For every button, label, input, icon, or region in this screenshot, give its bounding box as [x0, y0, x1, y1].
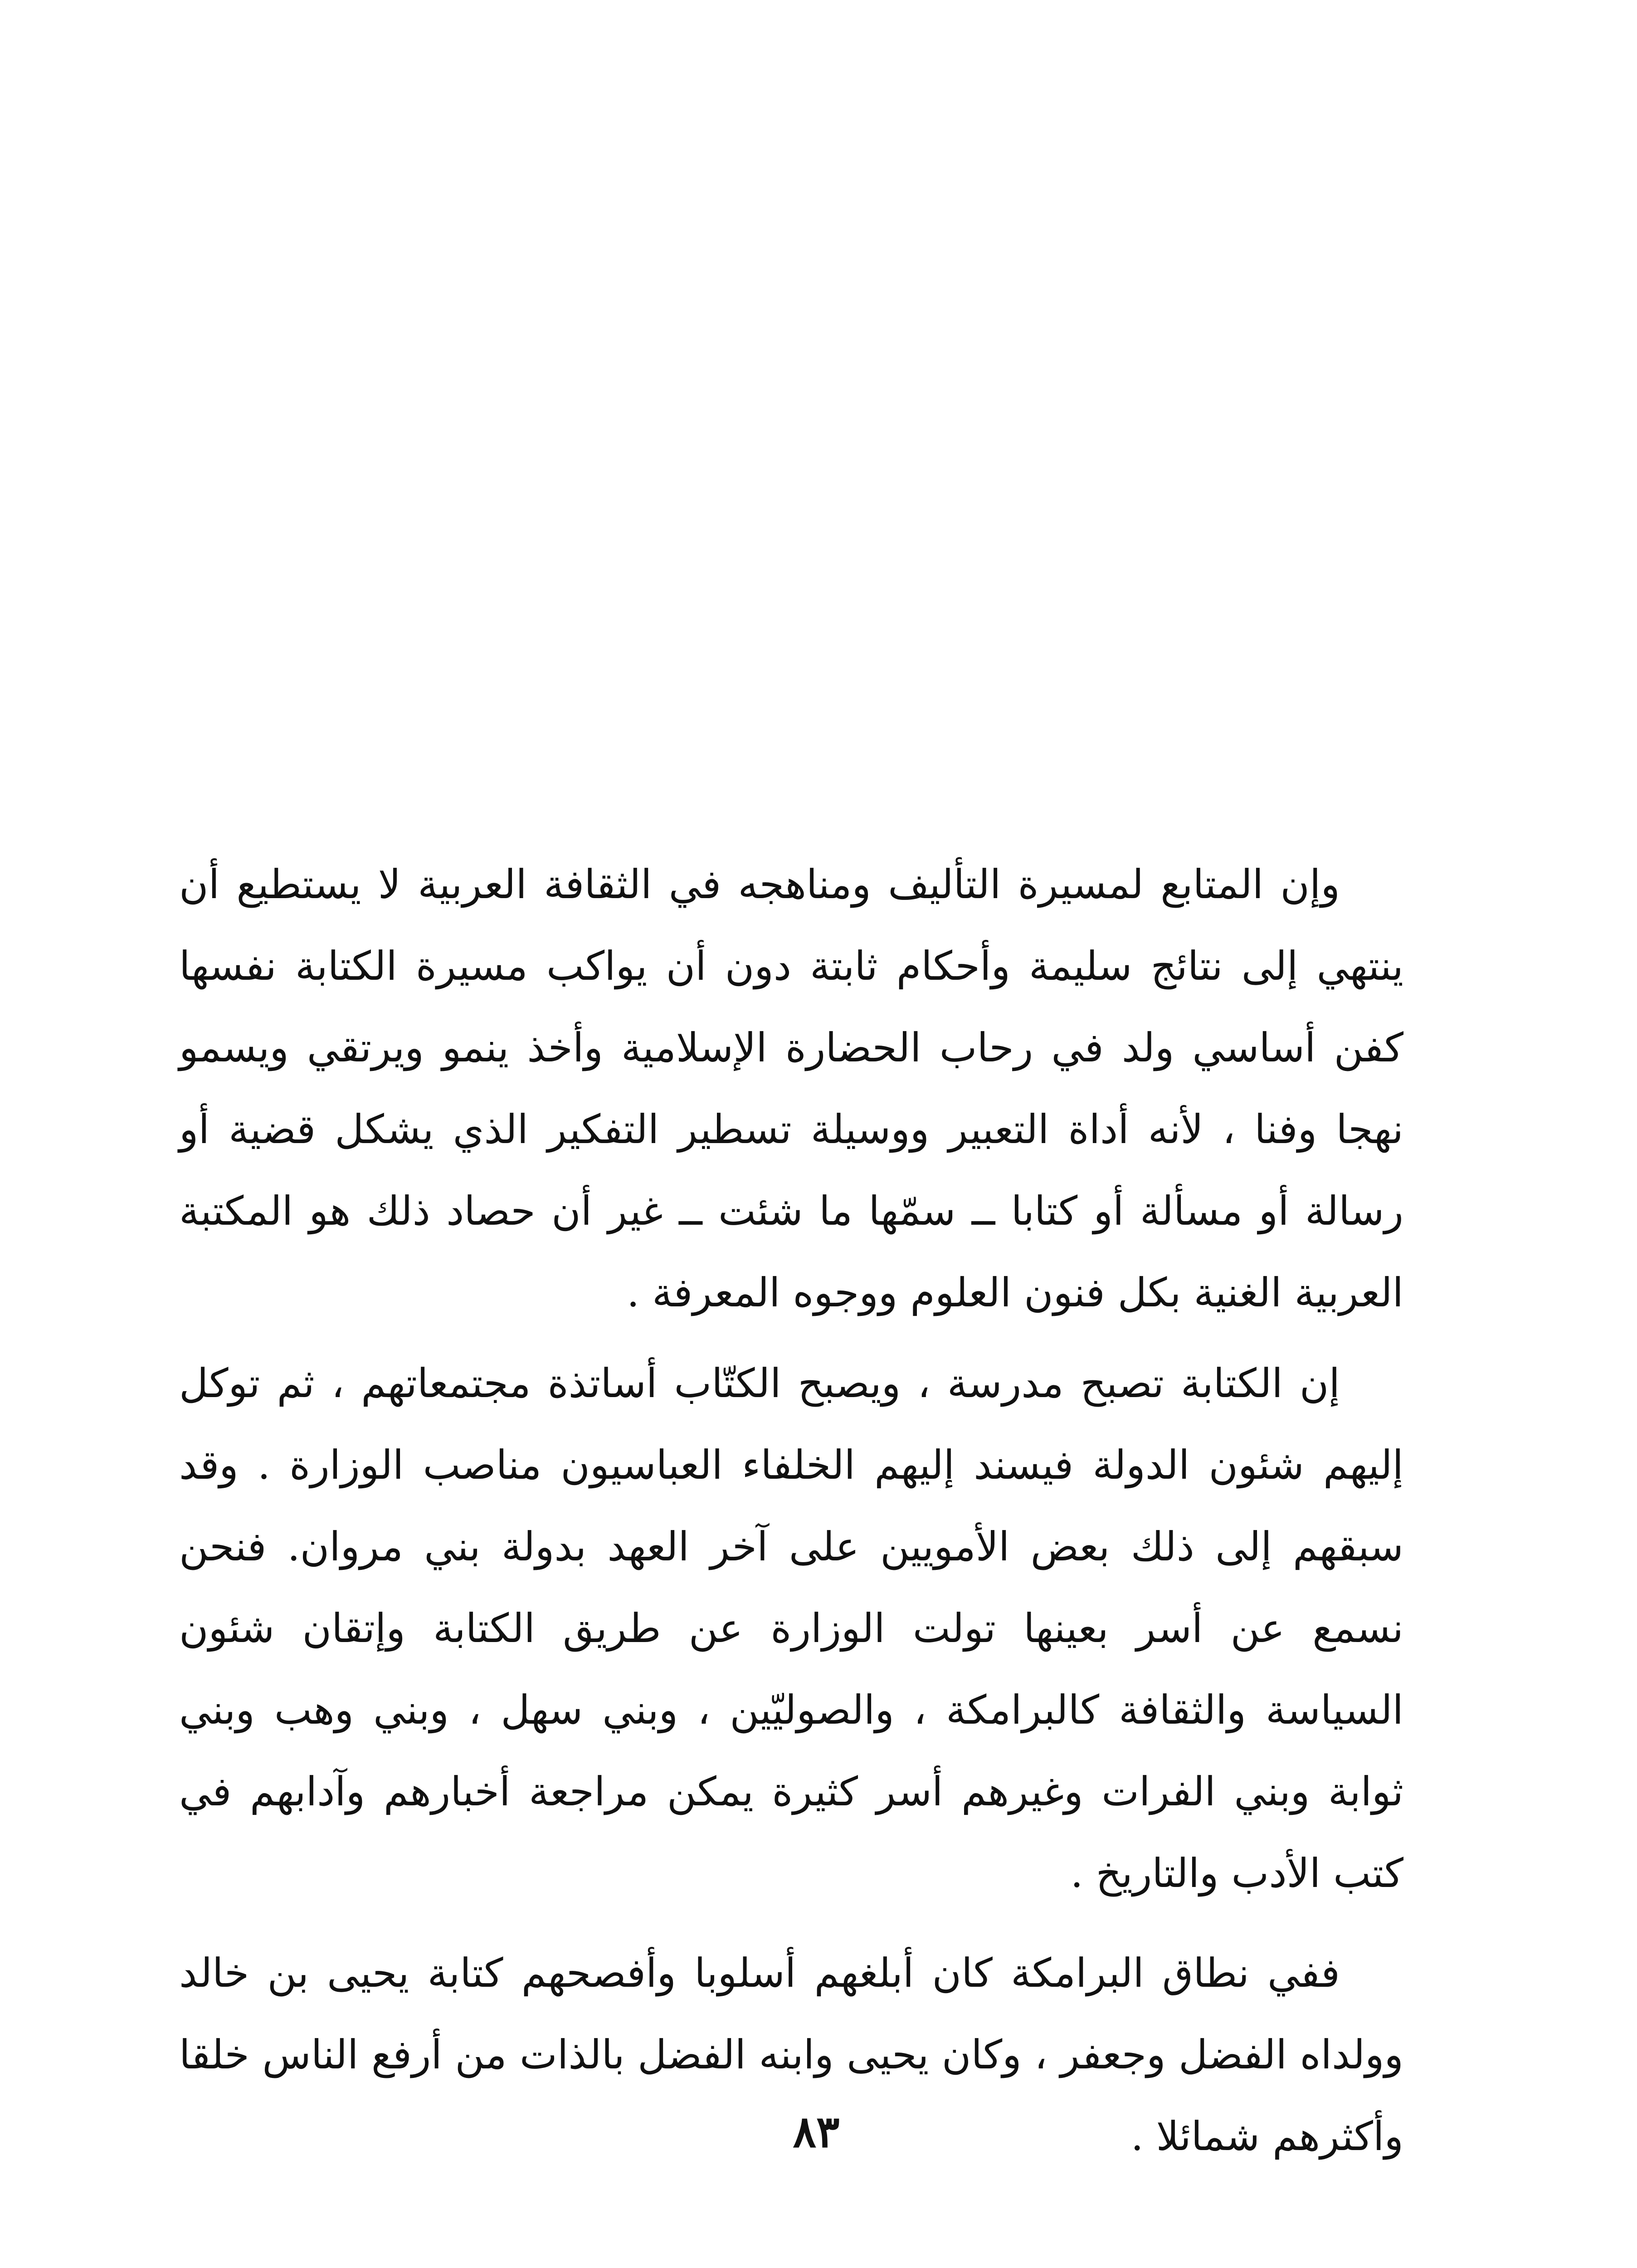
page-number: ٨٣ — [793, 2106, 840, 2157]
paragraph-3: ففي نطاق البرامكة كان أبلغهم أسلوبا وأفصحهم كتابة يحيى بن خالد وولداه الفضل وجعفر ، وكان يحيى وابنه الفضل بالذات من أرفع الناس خلقا وأكثرهم شمائلا . — [179, 1950, 1403, 2160]
paragraph-2: إن الكتابة تصبح مدرسة ، ويصبح الكتّاب أساتذة مجتمعاتهم ، ثم توكل إليهم شئون الدولة فيسند إليهم الخلفاء العباسيون مناصب الوزارة . وقد سبقهم إلى ذلك بعض الأمويين على آخر العهد بدولة بني مروان. فنحن نسمع عن أسر بعينها تولت الوزارة عن طريق الكتابة وإتقان شئون السياسة والثقافة كالبرامكة ، والصوليّين ، وبني سهل ، وبني وهب وبني ثوابة وبني الفرات وغيرهم أسر كثيرة يمكن مراجعة أخبارهم وآدابهم في كتب الأدب والتاريخ . — [179, 1360, 1403, 1897]
paragraph-1: وإن المتابع لمسيرة التأليف ومناهجه في الثقافة العربية لا يستطيع أن ينتهي إلى نتائج سليمة وأحكام ثابتة دون أن يواكب مسيرة الكتابة نفسها كفن أساسي ولد في رحاب الحضارة الإسلامية وأخذ ينمو ويرتقي ويسمو نهجا وفنا ، لأنه أداة التعبير ووسيلة تسطير التفكير الذي يشكل قضية أو رسالة أو مسألة أو كتابا ــ سمّها ما شئت ــ غير أن حصاد ذلك هو المكتبة العربية الغنية بكل فنون العلوم ووجوه المعرفة . — [179, 861, 1404, 1316]
body-text — [179, 844, 1403, 2177]
